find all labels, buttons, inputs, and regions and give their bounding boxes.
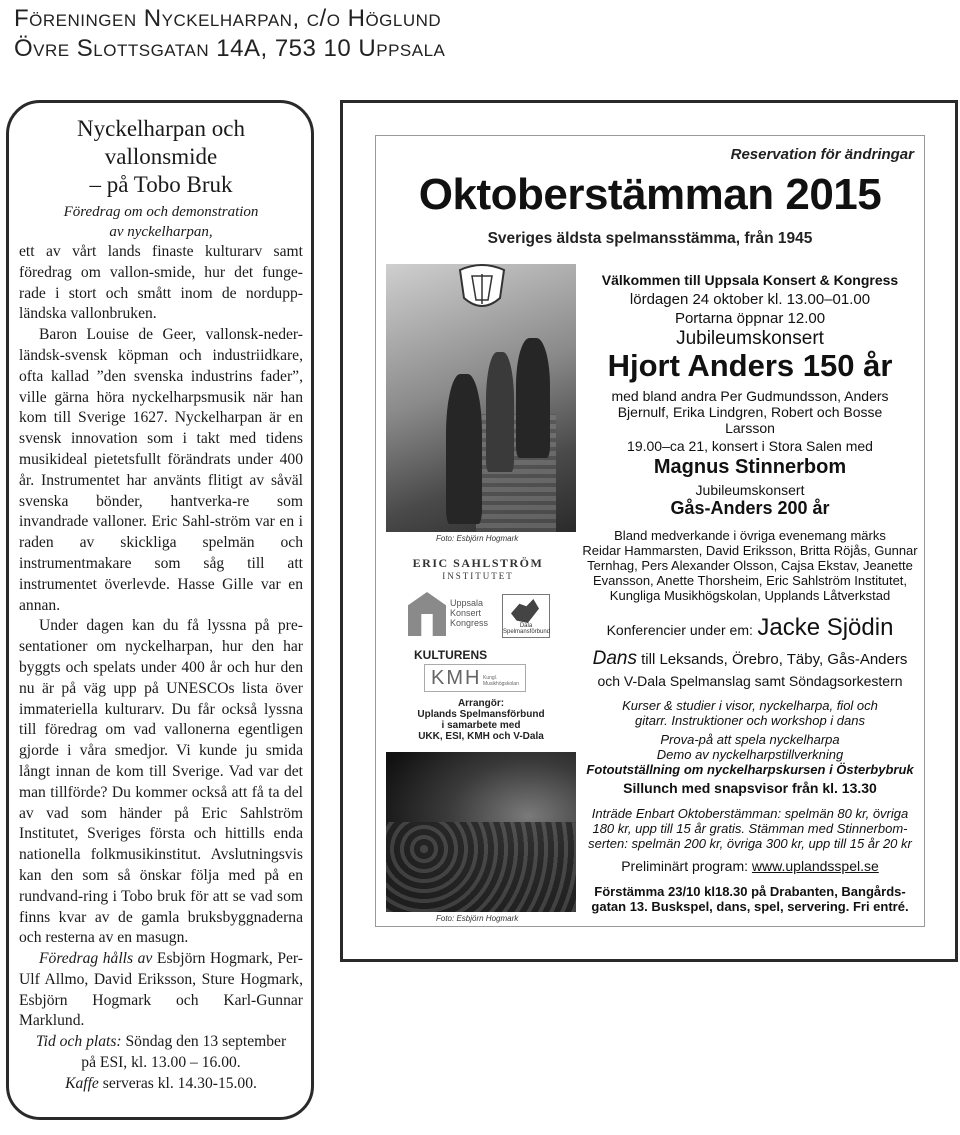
with-line: med bland andra Per Gudmundsson, Anders	[611, 388, 889, 404]
pre-event-block	[582, 884, 918, 914]
participants-line: Kungliga Musikhögskolan, Upplands Låtverkstad	[609, 588, 891, 603]
participants-line: Evansson, Anette Thorsheim, Eric Sahlström Institutet,	[592, 573, 908, 588]
dance-rest: till Leksands, Örebro, Täby, Gås-Anders	[636, 651, 908, 668]
entry-line: 180 kr, upp till 15 år gratis. Stämman med Stinnerbom-	[592, 821, 908, 836]
courses-line-1: Kurser & studier i visor, nyckelharpa, fiol och	[622, 698, 878, 713]
article-paragraph-1: ett av vårt lands finaste kulturarv samt föredrag om vallon-smide, hur det funge-rade i stort och smått inom de nordupp-ländska vallonbruken.	[19, 243, 303, 323]
photo-credit-1: Foto: Esbjörn Hogmark	[436, 534, 519, 543]
date-line: lördagen 24 oktober kl. 13.00–01.00	[629, 291, 871, 308]
crowd-shape	[386, 822, 576, 912]
lunch-line: Sillunch med snapsvisor från kl. 13.30	[623, 780, 877, 796]
host-line	[582, 614, 918, 642]
time-text: Söndag den 13 september	[121, 1033, 287, 1051]
with-line: Larsson	[725, 420, 775, 436]
article-paragraph-2: Baron Louise de Geer, vallonsk-neder-ländsk-svensk köpman och industriidkare, ofta kallad ”den svenska industrins fader”, ville gärna höra nyckelharpsmusik när han kom till Sverige 1627. Nyckelharpan är en svensk innovation som i takt med tidens musikideal pietetsfullt förändrats under 400 år. Instrumentet har använts flitigt av såväl svenska bönder, hantverka-re som invandrade valloner. Eric Sahl-ström var en i raden av skickliga spelmän och instrumentmakare som såg till att instrumentet överlevde. Hasse Gille var en annan.	[19, 326, 303, 614]
participants-line: Ternhag, Pers Alexander Olsson, Cajsa Ekstav, Jeanette	[587, 558, 913, 573]
person-silhouette	[446, 374, 482, 524]
arranger-line: i samarbete med	[441, 720, 521, 731]
arranger-label: Arrangör:	[457, 698, 505, 709]
poster	[375, 135, 925, 927]
host-name: Jacke Sjödin	[757, 614, 894, 641]
spelman-emblem-icon	[454, 260, 510, 316]
article-place: på ESI, kl. 13.00 – 16.00.	[81, 1054, 241, 1072]
poster-reservation: Reservation för ändringar	[730, 146, 914, 163]
entry-line: serten: spelmän 200 kr, övriga 300 kr, upp till 15 år 20 kr	[588, 836, 912, 851]
ukk-logo-text	[450, 598, 488, 628]
ukk-logo-line: Konsert	[450, 608, 482, 618]
dance-line	[582, 650, 918, 668]
demo-line: Demo av nyckelharpstillverkning	[656, 747, 844, 762]
dance-word: Dans	[592, 648, 637, 669]
dala-logo-text: Dala Spelmansförbund	[503, 623, 551, 635]
dance-line-2: och V-Dala Spelmanslag samt Söndagsorkestern	[597, 673, 903, 689]
doors-line: Portarna öppnar 12.00	[674, 310, 826, 327]
poster-subtitle: Sveriges äldsta spelmansstämma, från 1945	[487, 230, 813, 247]
kulturens-logo: KULTURENS	[414, 648, 488, 662]
article-time	[19, 1032, 303, 1053]
letterhead	[14, 4, 714, 64]
esi-logo-line-1: ERIC SAHLSTRÖM	[412, 556, 544, 570]
dala-logo	[502, 594, 550, 638]
letterhead-line-1: Föreningen Nyckelharpan, c/o Höglund	[14, 5, 442, 32]
letterhead-line-2: Övre Slottsgatan 14A, 753 10 Uppsala	[14, 35, 446, 62]
prelim-link[interactable]: www.uplandsspel.se	[751, 858, 879, 874]
article-subtitle-line: Föredrag om och demonstration	[63, 204, 259, 220]
arranger-line: Uplands Spelmansförbund	[417, 709, 545, 720]
headline-gas-anders: Gås-Anders 200 år	[670, 498, 830, 518]
pre-event-line: Förstämma 23/10 kl18.30 på Drabanten, Bangårds-	[594, 884, 906, 899]
prelim-line	[582, 858, 918, 874]
esi-logo	[398, 556, 558, 581]
jubilee2-label: Jubileumskonsert	[695, 482, 805, 498]
time-label: Tid och plats:	[35, 1033, 122, 1051]
article-coffee	[19, 1074, 303, 1095]
host-label: Konferencier under em:	[606, 622, 753, 638]
courses-line-2: gitarr. Instruktioner och workshop i dans	[634, 713, 865, 728]
ukk-logo-icon	[408, 592, 446, 636]
participants-block	[582, 528, 918, 603]
prelim-label: Preliminärt program:	[621, 858, 749, 874]
article-title-line: – på Tobo Bruk	[89, 172, 233, 197]
kmh-logo	[424, 664, 526, 692]
with-line: Bjernulf, Erika Lindgren, Robert och Bosse	[617, 404, 883, 420]
kmh-logo-small: Kungl. Musikhögskolan	[483, 675, 519, 687]
with-lines	[582, 388, 918, 436]
poster-frame	[340, 100, 958, 962]
pre-event-line: gatan 13. Buskspel, dans, spel, servering. Fri entré.	[591, 899, 909, 914]
arranger-block	[386, 698, 576, 742]
artist-name: Magnus Stinnerbom	[653, 456, 847, 478]
article-paragraph-3: Under dagen kan du få lyssna på pre-sentationer om nyckelharpan, hur den har byggts och spelats under 400 år och hur den nu är på väg upp på UNESCOs lista över immateriella kulturarv. Du får också lyssna till föredrag om vad vallonerna egentligen gjorde i våra smedjor. Vi kunde ju smida långt innan de kom till Sverige. Vad var det man tillförde? Du kommer också att få ta del av vad som händer på Eric Sahlström Institutet, Sveriges första och hittills enda nationella folkmusikinstitut. Avslutningsvis kan den som så önskar följa med på en rundvand-ring i Tobo bruk för att se vad som finns kvar av de gamla bruksbyggnaderna och resterna av en masugn.	[19, 617, 303, 947]
photo-exhibition-line: Fotoutställning om nyckelharpskursen i Österbybruk	[586, 762, 914, 777]
poster-title: Oktoberstämman 2015	[418, 170, 882, 219]
entry-block	[582, 806, 918, 851]
ukk-logo-line: Kongress	[450, 618, 489, 628]
arranger-line: UKK, ESI, KMH och V-Dala	[418, 731, 544, 742]
participants-line: Reidar Hammarsten, David Eriksson, Britta Röjås, Gunnar	[582, 543, 918, 558]
person-silhouette	[516, 338, 550, 458]
person-silhouette	[486, 352, 514, 472]
ukk-logo	[408, 592, 508, 640]
kmh-logo-letters: KMH	[431, 667, 482, 689]
coffee-label: Kaffe	[65, 1074, 99, 1092]
ukk-logo-line: Uppsala	[450, 598, 484, 608]
speakers-label: Föredrag hålls av	[39, 950, 153, 968]
photo-crowd-fiddler	[386, 752, 576, 912]
dala-horse-icon	[511, 599, 539, 623]
article-title-line: Nyckelharpan och	[77, 116, 245, 141]
article-subtitle-line: av nyckelharpan,	[109, 224, 213, 240]
speakers-text: Esbjörn Hogmark, Per-Ulf Allmo, David Eriksson, Sture Hogmark, Esbjörn Hogmark och Karl-Gunnar Marklund.	[19, 950, 303, 1030]
esi-logo-line-2: INSTITUTET	[442, 571, 514, 581]
article-box	[6, 100, 314, 1120]
photo-credit-2: Foto: Esbjörn Hogmark	[436, 914, 519, 923]
article-speakers	[19, 949, 303, 1032]
article-title	[19, 115, 303, 199]
try-line: Prova-på att spela nyckelharpa	[660, 732, 840, 747]
coffee-text: serveras kl. 14.30-15.00.	[98, 1074, 257, 1092]
article-title-line: vallonsmide	[104, 144, 218, 169]
article-subtitle	[19, 202, 303, 242]
welcome-line: Välkommen till Uppsala Konsert & Kongress	[601, 272, 899, 288]
participants-line: Bland medverkande i övriga evenemang märks	[614, 528, 886, 543]
concert-time: 19.00–ca 21, konsert i Stora Salen med	[627, 438, 873, 454]
headline-hjort-anders: Hjort Anders 150 år	[607, 348, 893, 383]
jubilee-label: Jubileumskonsert	[676, 328, 824, 349]
entry-line: Inträde Enbart Oktoberstämman: spelmän 80 kr, övriga	[591, 806, 909, 821]
